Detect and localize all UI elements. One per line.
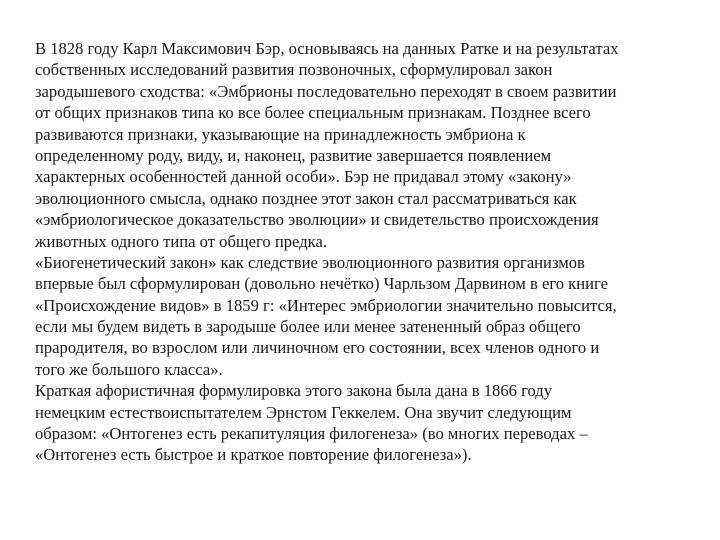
text-line: животных одного типа от общего предка. xyxy=(35,231,327,251)
text-line: Краткая афористичная формулировка этого закона была дана в 1866 году xyxy=(35,381,553,401)
paragraph-haeckel xyxy=(35,380,695,466)
document-body xyxy=(35,38,695,466)
text-line: того же большого класса». xyxy=(35,359,223,379)
text-line: эволюционного смысла, однако позднее этот закон стал рассматриваться как xyxy=(35,188,577,208)
text-line: собственных исследований развития позвоночных, сформулировал закон xyxy=(35,60,553,80)
text-line: прародителя, во взрослом или личиночном его состоянии, всех членов одного и xyxy=(35,338,600,358)
text-line: В 1828 году Карл Максимович Бэр, основываясь на данных Ратке и на результатах xyxy=(35,39,619,58)
text-line: характерных особенностей данной особи». Бэр не придавал этому «закону» xyxy=(35,167,572,187)
text-line: определенному роду, виду, и, наконец, развитие завершается появлением xyxy=(35,145,552,165)
text-line: если мы будем видеть в зародыше более или менее затененный образ общего xyxy=(35,317,581,337)
text-line: развиваются признаки, указывающие на принадлежность эмбриона к xyxy=(35,124,526,144)
text-line: зародышевого сходства: «Эмбрионы последовательно переходят в своем развитии xyxy=(35,81,617,101)
text-line: «Происхождение видов» в 1859 г: «Интерес эмбриологии значительно повысится, xyxy=(35,295,617,315)
text-line: немецким естествоиспытателем Эрнстом Геккелем. Она звучит следующим xyxy=(35,402,572,422)
text-line: «Биогенетический закон» как следствие эволюционного развития организмов xyxy=(35,252,585,272)
text-line: от общих признаков типа ко все более специальным признакам. Позднее всего xyxy=(35,103,591,123)
text-line: образом: «Онтогенез есть рекапитуляция филогенеза» (во многих переводах – xyxy=(35,424,588,444)
text-line: впервые был сформулирован (довольно нечётко) Чарльзом Дарвином в его книге xyxy=(35,274,608,294)
paragraph-baer-law xyxy=(35,38,695,252)
text-line: «Онтогенез есть быстрое и краткое повторение филогенеза»). xyxy=(35,445,472,465)
text-line: «эмбриологическое доказательство эволюции» и свидетельство происхождения xyxy=(35,210,599,230)
paragraph-darwin xyxy=(35,252,695,380)
